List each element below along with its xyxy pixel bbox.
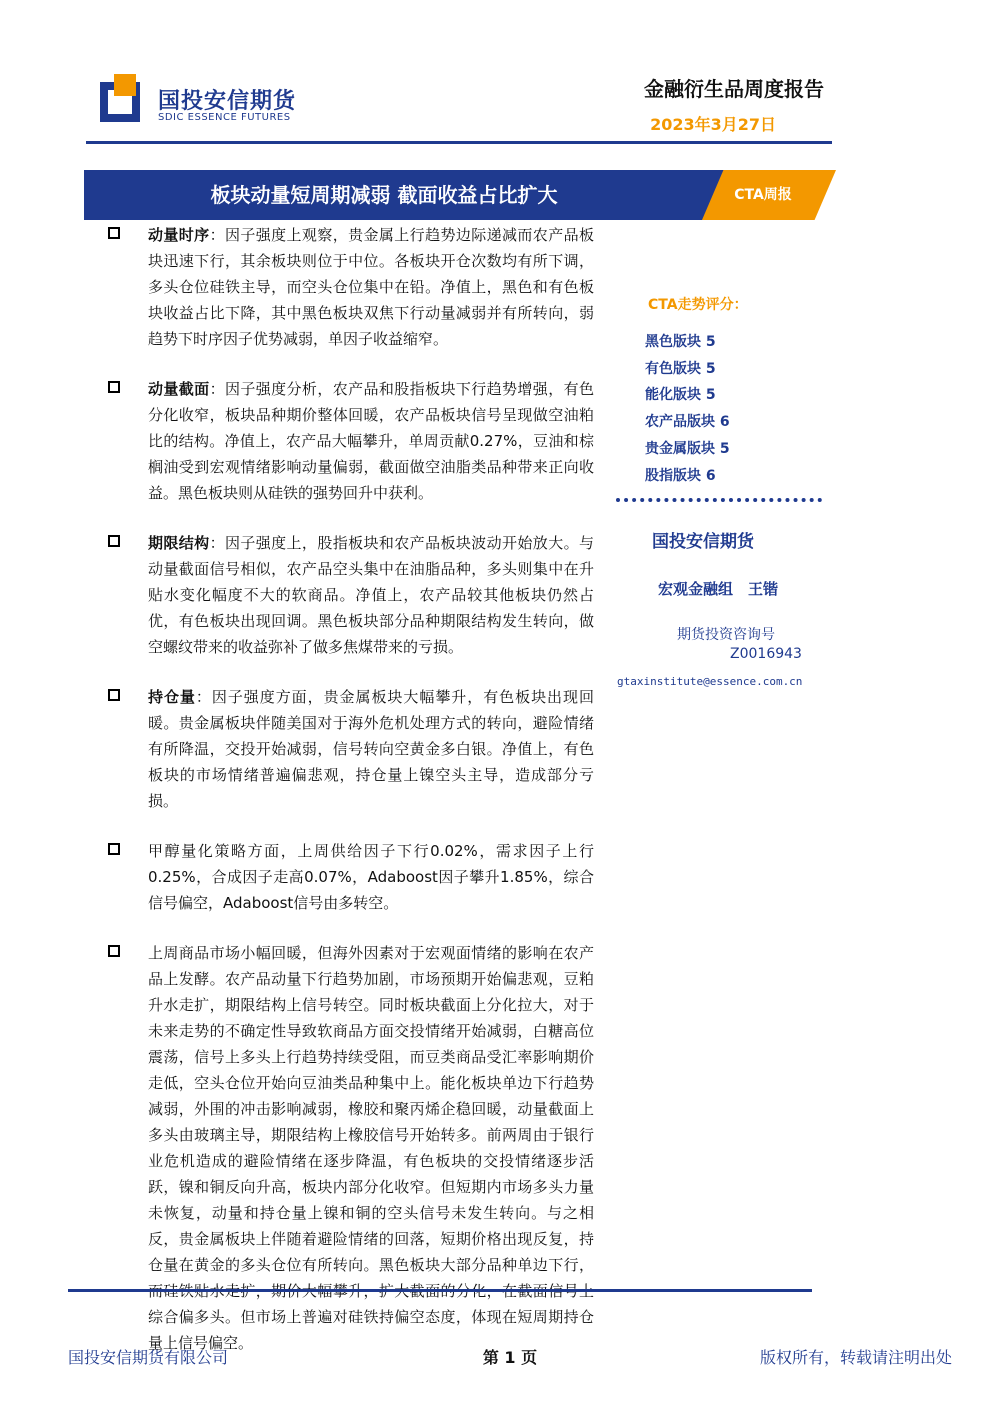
section-body: ：因子强度方面，贵金属板块大幅攀升，有色板块出现回暖。贵金属板块伴随美国对于海外危机处理方式的转向，避险情绪有所降温，交投开始减弱，信号转向空黄金多白银。净值上，有色板块的市场情绪普遍偏悲观，持仓量上镍空头主导，造成部分亏损。 [148, 688, 594, 810]
square-bullet-icon [108, 689, 120, 701]
sidebar-dotted-divider [616, 498, 822, 502]
section-momentum-timeseries [102, 222, 594, 352]
logo-mark-inner [118, 98, 132, 112]
logo-chinese-name: 国投安信期货 [158, 89, 297, 114]
section-body: ：因子强度上观察，贵金属上行趋势边际递减而农产品板块迅速下行，其余板块则位于中位。各板块开仓次数均有所下调，多头仓位硅铁主导，而空头仓位集中在铅。净值上，黑色和有色板块收益占比下降，其中黑色板块双焦下行动量减弱并有所转向，弱趋势下时序因子优势减弱，单因子收益缩窄。 [148, 226, 594, 348]
report-title: 板块动量短周期减弱 截面收益占比扩大 [210, 183, 558, 207]
section-body: ：因子强度分析，农产品和股指板块下行趋势增强，有色分化收窄，板块品种期价整体回暖，农产品板块信号呈现做空油粕比的结构。净值上，农产品大幅攀升，单周贡献0.27%，豆油和棕榈油受到宏观情绪影响动量偏弱，截面做空油脂类品种带来正向收益。黑色板块则从硅铁的强势回升中获利。 [148, 380, 594, 502]
contact-email[interactable]: gtaxinstitute@essence.com.cn [617, 675, 803, 688]
section-open-interest [102, 684, 594, 814]
sidebar-company-name: 国投安信期货 [652, 532, 754, 552]
report-date: 2023年3月27日 [650, 115, 776, 134]
cta-score-nonferrous: 有色版块 5 [645, 361, 716, 377]
section-paragraph [148, 222, 594, 352]
analyst-name: 宏观金融组 王锴 [658, 580, 779, 598]
square-bullet-icon [108, 843, 120, 855]
logo-english-name: SDIC ESSENCE FUTURES [158, 112, 291, 123]
cta-score-ferrous: 黑色版块 5 [645, 334, 716, 350]
square-bullet-icon [108, 227, 120, 239]
section-body: ：因子强度上，股指板块和农产品板块波动开始放大。与动量截面信号相似，农产品空头集中在油脂品种，多头则集中在升贴水变化幅度不大的软商品。净值上，农产品较其他板块仍然占优，有色板块出现回调。黑色板块部分品种期限结构发生转向，做空螺纹带来的收益弥补了做多焦煤带来的亏损。 [148, 534, 594, 656]
square-bullet-icon [108, 945, 120, 957]
cta-score-agriculture: 农产品版块 6 [645, 414, 730, 430]
section-paragraph [148, 376, 594, 506]
section-paragraph [148, 940, 594, 1356]
section-market-summary [102, 940, 594, 1356]
logo-mark-orange [114, 74, 136, 96]
license-number: Z0016943 [730, 646, 802, 662]
section-paragraph [148, 530, 594, 660]
square-bullet-icon [108, 535, 120, 547]
cta-score-title: CTA走势评分： [648, 297, 748, 313]
company-logo [100, 74, 300, 130]
section-label: 期限结构 [148, 534, 210, 552]
page-number: 第 1 页 [482, 1348, 538, 1367]
footer-copyright: 版权所有，转载请注明出处 [759, 1348, 952, 1367]
section-methanol-strategy [102, 838, 594, 916]
section-label: 持仓量 [148, 688, 196, 706]
cta-score-stock-index: 股指版块 6 [645, 468, 716, 484]
report-type: 金融衍生品周度报告 [644, 77, 824, 101]
square-bullet-icon [108, 381, 120, 393]
section-label: 动量时序 [148, 226, 210, 244]
footer-company: 国投安信期货有限公司 [68, 1348, 229, 1367]
section-paragraph [148, 684, 594, 814]
section-term-structure [102, 530, 594, 660]
section-body: 甲醇量化策略方面，上周供给因子下行0.02%，需求因子上行0.25%，合成因子走高0.07%，Adaboost因子攀升1.85%，综合信号偏空，Adaboost信号由多转空。 [148, 842, 594, 912]
header-divider [86, 141, 832, 144]
report-tag-label: CTA周报 [734, 187, 792, 203]
license-label: 期货投资咨询号 [677, 627, 775, 643]
main-content [102, 222, 594, 1380]
section-paragraph [148, 838, 594, 916]
footer-divider [68, 1289, 812, 1292]
section-label: 动量截面 [148, 380, 210, 398]
cta-score-precious-metals: 贵金属版块 5 [645, 441, 730, 457]
cta-score-energy-chem: 能化版块 5 [645, 387, 716, 403]
section-body: 上周商品市场小幅回暖，但海外因素对于宏观面情绪的影响在农产品上发酵。农产品动量下行趋势加剧，市场预期开始偏悲观，豆粕升水走扩，期限结构上信号转空。同时板块截面上分化拉大，对于未来走势的不确定性导致软商品方面交投情绪开始减弱，白糖高位震荡，信号上多头上行趋势持续受阻，而豆类商品受汇率影响期价走低，空头仓位开始向豆油类品种集中上。能化板块单边下行趋势减弱，外围的冲击影响减弱，橡胶和聚丙烯企稳回暖，动量截面上多头由玻璃主导，期限结构上橡胶信号开始转多。前两周由于银行业危机造成的避险情绪在逐步降温，有色板块的交投情绪逐步活跃，镍和铜反向升高，板块内部分化收窄。但短期内市场多头力量未恢复，动量和持仓量上镍和铜的空头信号未发生转向。与之相反，贵金属板块上伴随着避险情绪的回落，短期价格出现反复，持仓量在黄金的多头仓位有所转向。黑色板块大部分品种单边下行， 综合偏多头。但市场上普遍对硅铁持偏空态度，体现在短周期持仓量上信号偏空。 [148, 944, 594, 1352]
section-momentum-cross-section [102, 376, 594, 506]
